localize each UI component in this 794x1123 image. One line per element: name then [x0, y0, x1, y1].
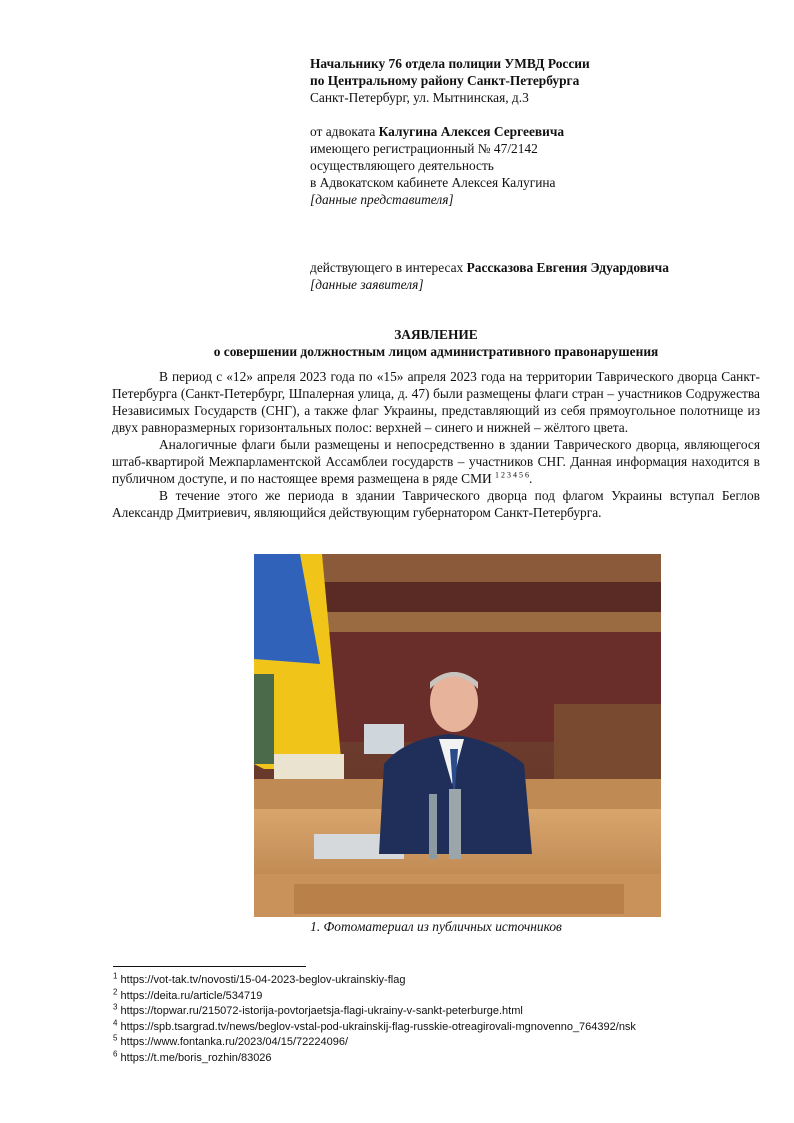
header-block — [310, 55, 770, 208]
paragraph-2 — [112, 436, 760, 487]
statement-body — [112, 368, 760, 521]
footnote[interactable] — [113, 1035, 763, 1051]
footnote[interactable] — [113, 1004, 763, 1020]
footnote-refs[interactable]: 1 2 3 4 5 6 — [495, 470, 530, 480]
sender-line-3: осуществляющего деятельность — [310, 158, 494, 173]
applicant-name: Рассказова Евгения Эдуардовича — [466, 260, 669, 275]
sender-line-4: в Адвокатском кабинете Алексея Калугина — [310, 175, 556, 190]
footnote-number: 5 — [113, 1033, 118, 1043]
addressee-address: Санкт-Петербург, ул. Мытнинская, д.3 — [310, 90, 529, 105]
footnote-link[interactable]: https://topwar.ru/215072-istorija-povtorjaetsja-flagi-ukrainy-v-sankt-peterburge.html — [120, 1005, 523, 1017]
footnote-number: 6 — [113, 1048, 118, 1058]
title-line-2: о совершении должностным лицом административного правонарушения — [213, 344, 659, 359]
applicant-block — [310, 259, 780, 293]
sender-line-2: имеющего регистрационный № 47/2142 — [310, 141, 538, 156]
addressee-line-2: по Центральному району Санкт-Петербурга — [310, 73, 580, 88]
footnote-link[interactable]: https://spb.tsargrad.tv/news/beglov-vstal-pod-ukrainskij-flag-russkie-otreagirovali-mgnovenno_764392/nsk — [120, 1020, 636, 1033]
sender-prefix: от адвоката — [310, 124, 379, 139]
footnote[interactable] — [113, 1017, 763, 1036]
footnote-number: 2 — [113, 986, 118, 996]
footnotes — [113, 973, 763, 1066]
applicant-line — [310, 259, 780, 276]
footnote-number: 4 — [113, 1017, 118, 1027]
photo-illustration — [254, 554, 661, 917]
sender-placeholder: [данные представителя] — [310, 192, 454, 207]
paragraph-1: В период с «12» апреля 2023 года по «15» апреля 2023 года на территории Таврического дворца Санкт-Петербурга (Санкт-Петербург, Шпалерная улица, д. 47) были размещены флаги стран – участников Содружества Независимых Государств (СНГ), а также флаг Украины, представляющий из себя прямоугольное полотнище из двух равноразмерных горизонтальных полос: верхней – синего и нижней – жёлтого цвета. — [112, 369, 760, 435]
sender-line-1 — [310, 123, 770, 140]
footnote-link[interactable]: https://vot-tak.tv/novosti/15-04-2023-beglov-ukrainskiy-flag — [120, 974, 406, 986]
applicant-placeholder: [данные заявителя] — [310, 277, 424, 292]
applicant-prefix: действующего в интересах — [310, 260, 467, 275]
footnote[interactable] — [113, 1048, 763, 1067]
footnote[interactable] — [113, 986, 763, 1005]
footnote-number: 3 — [113, 1002, 118, 1012]
footnote[interactable] — [113, 973, 763, 989]
footnote-link[interactable]: https://www.fontanka.ru/2023/04/15/72224096/ — [120, 1036, 349, 1048]
document-title — [112, 326, 760, 360]
photo — [254, 554, 661, 917]
footnote-separator — [113, 966, 306, 967]
paragraph-2-text: Аналогичные флаги были размещены и непосредственно в здании Таврического дворца, являющегося штаб-квартирой Межпарламентской Ассамблеи государств – участников СНГ. Данная информация находится в публичном доступе, и по настоящее время размещена в ряде СМИ — [112, 437, 760, 486]
footnote-link[interactable]: https://t.me/boris_rozhin/83026 — [120, 1051, 272, 1064]
footnote-link[interactable]: https://deita.ru/article/534719 — [120, 989, 263, 1002]
addressee-line-1: Начальнику 76 отдела полиции УМВД России — [310, 56, 590, 71]
paragraph-2-end: . — [529, 471, 533, 486]
photo-caption: 1. Фотоматериал из публичных источников — [310, 919, 562, 934]
paragraph-3: В течение этого же периода в здании Таврического дворца под флагом Украины вступал Беглов Александр Дмитриевич, являющийся действующим губернатором Санкт-Петербурга. — [112, 488, 760, 520]
footnote-number: 1 — [113, 971, 118, 981]
title-line-1: ЗАЯВЛЕНИЕ — [394, 327, 478, 342]
sender-name: Калугина Алексея Сергеевича — [378, 124, 565, 139]
